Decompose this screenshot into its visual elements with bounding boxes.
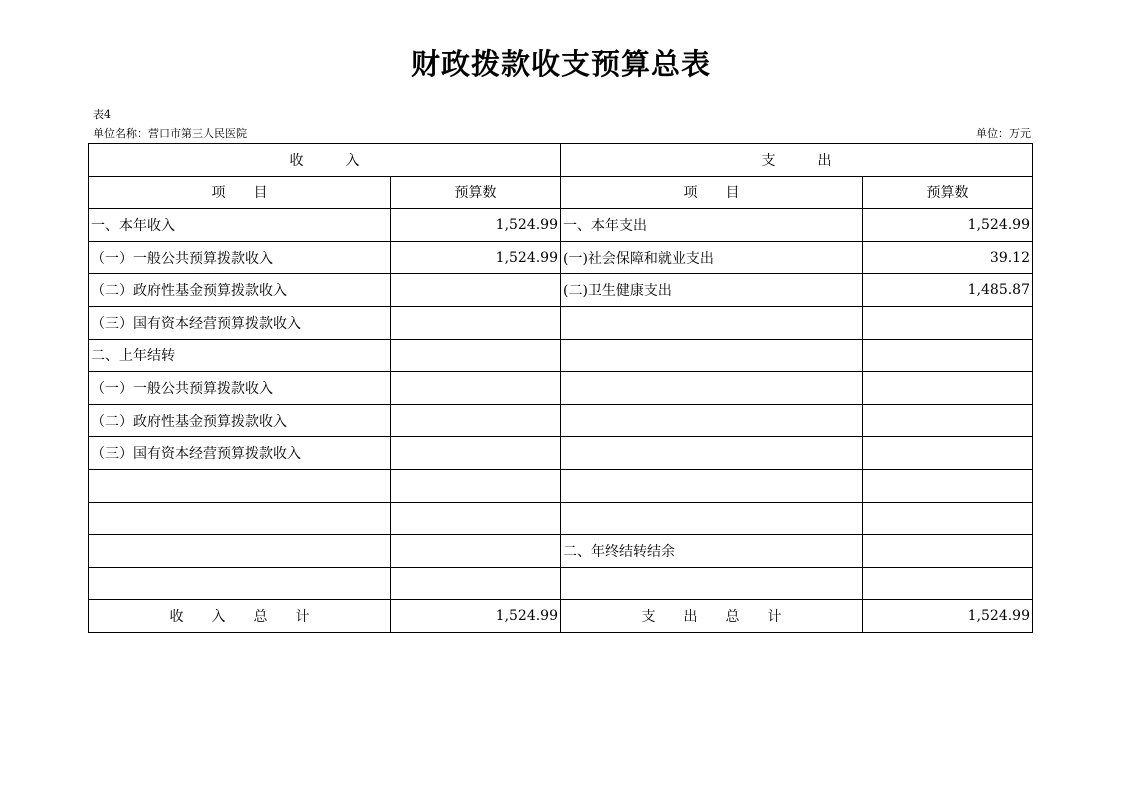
table-row bbox=[89, 372, 1033, 405]
expense-amount bbox=[863, 306, 1033, 339]
income-amount bbox=[391, 372, 561, 405]
expense-item-header: 项 目 bbox=[561, 176, 863, 209]
table-row bbox=[89, 469, 1033, 502]
expense-item bbox=[561, 567, 863, 600]
expense-amount bbox=[863, 372, 1033, 405]
table-row bbox=[89, 404, 1033, 437]
income-total-label: 收 入 总 计 bbox=[89, 600, 391, 633]
income-item: （一）一般公共预算拨款收入 bbox=[89, 372, 391, 405]
income-item bbox=[89, 535, 391, 568]
income-item: 一、本年收入 bbox=[89, 209, 391, 242]
table-row bbox=[89, 241, 1033, 274]
income-amount bbox=[391, 306, 561, 339]
expense-total-label: 支 出 总 计 bbox=[561, 600, 863, 633]
unit-label: 单位：万元 bbox=[976, 127, 1031, 140]
income-item: （二）政府性基金预算拨款收入 bbox=[89, 274, 391, 307]
income-amount bbox=[391, 437, 561, 470]
expense-amount: 39.12 bbox=[863, 241, 1033, 274]
expense-amount bbox=[863, 567, 1033, 600]
table-row bbox=[89, 274, 1033, 307]
income-amount bbox=[391, 567, 561, 600]
expense-item: 二、年终结转结余 bbox=[561, 535, 863, 568]
table-row bbox=[89, 339, 1033, 372]
section-header-row bbox=[89, 144, 1033, 177]
income-item bbox=[89, 469, 391, 502]
table-row bbox=[89, 306, 1033, 339]
table-number: 表4 bbox=[93, 108, 111, 121]
expense-item bbox=[561, 469, 863, 502]
income-amount bbox=[391, 274, 561, 307]
income-amount bbox=[391, 339, 561, 372]
expense-item bbox=[561, 502, 863, 535]
income-amount bbox=[391, 469, 561, 502]
income-item bbox=[89, 502, 391, 535]
budget-table bbox=[88, 143, 1033, 633]
expense-item bbox=[561, 339, 863, 372]
expense-item: 一、本年支出 bbox=[561, 209, 863, 242]
expense-amount bbox=[863, 535, 1033, 568]
income-item: （三）国有资本经营预算拨款收入 bbox=[89, 306, 391, 339]
page-title: 财政拨款收支预算总表 bbox=[410, 47, 711, 81]
expense-item: (二)卫生健康支出 bbox=[561, 274, 863, 307]
table-row bbox=[89, 535, 1033, 568]
income-item: （三）国有资本经营预算拨款收入 bbox=[89, 437, 391, 470]
table-row bbox=[89, 567, 1033, 600]
income-total-amount: 1,524.99 bbox=[391, 600, 561, 633]
expense-item bbox=[561, 437, 863, 470]
expense-budget-header: 预算数 bbox=[863, 176, 1033, 209]
expense-section-header: 支 出 bbox=[561, 144, 1033, 177]
expense-item bbox=[561, 404, 863, 437]
expense-amount bbox=[863, 404, 1033, 437]
expense-amount bbox=[863, 469, 1033, 502]
expense-amount bbox=[863, 502, 1033, 535]
income-amount bbox=[391, 535, 561, 568]
table-row bbox=[89, 502, 1033, 535]
income-amount: 1,524.99 bbox=[391, 209, 561, 242]
expense-amount bbox=[863, 437, 1033, 470]
income-amount: 1,524.99 bbox=[391, 241, 561, 274]
expense-item bbox=[561, 306, 863, 339]
income-item: 二、上年结转 bbox=[89, 339, 391, 372]
expense-amount bbox=[863, 339, 1033, 372]
income-amount bbox=[391, 502, 561, 535]
expense-item bbox=[561, 372, 863, 405]
totals-row bbox=[89, 600, 1033, 633]
income-item: （二）政府性基金预算拨款收入 bbox=[89, 404, 391, 437]
income-item-header: 项 目 bbox=[89, 176, 391, 209]
unit-name: 单位名称：营口市第三人民医院 bbox=[93, 127, 247, 140]
table-row bbox=[89, 437, 1033, 470]
expense-amount: 1,485.87 bbox=[863, 274, 1033, 307]
expense-item: (一)社会保障和就业支出 bbox=[561, 241, 863, 274]
table-row bbox=[89, 209, 1033, 242]
income-section-header: 收 入 bbox=[89, 144, 561, 177]
column-header-row bbox=[89, 176, 1033, 209]
income-amount bbox=[391, 404, 561, 437]
income-budget-header: 预算数 bbox=[391, 176, 561, 209]
expense-amount: 1,524.99 bbox=[863, 209, 1033, 242]
income-item bbox=[89, 567, 391, 600]
income-item: （一）一般公共预算拨款收入 bbox=[89, 241, 391, 274]
expense-total-amount: 1,524.99 bbox=[863, 600, 1033, 633]
